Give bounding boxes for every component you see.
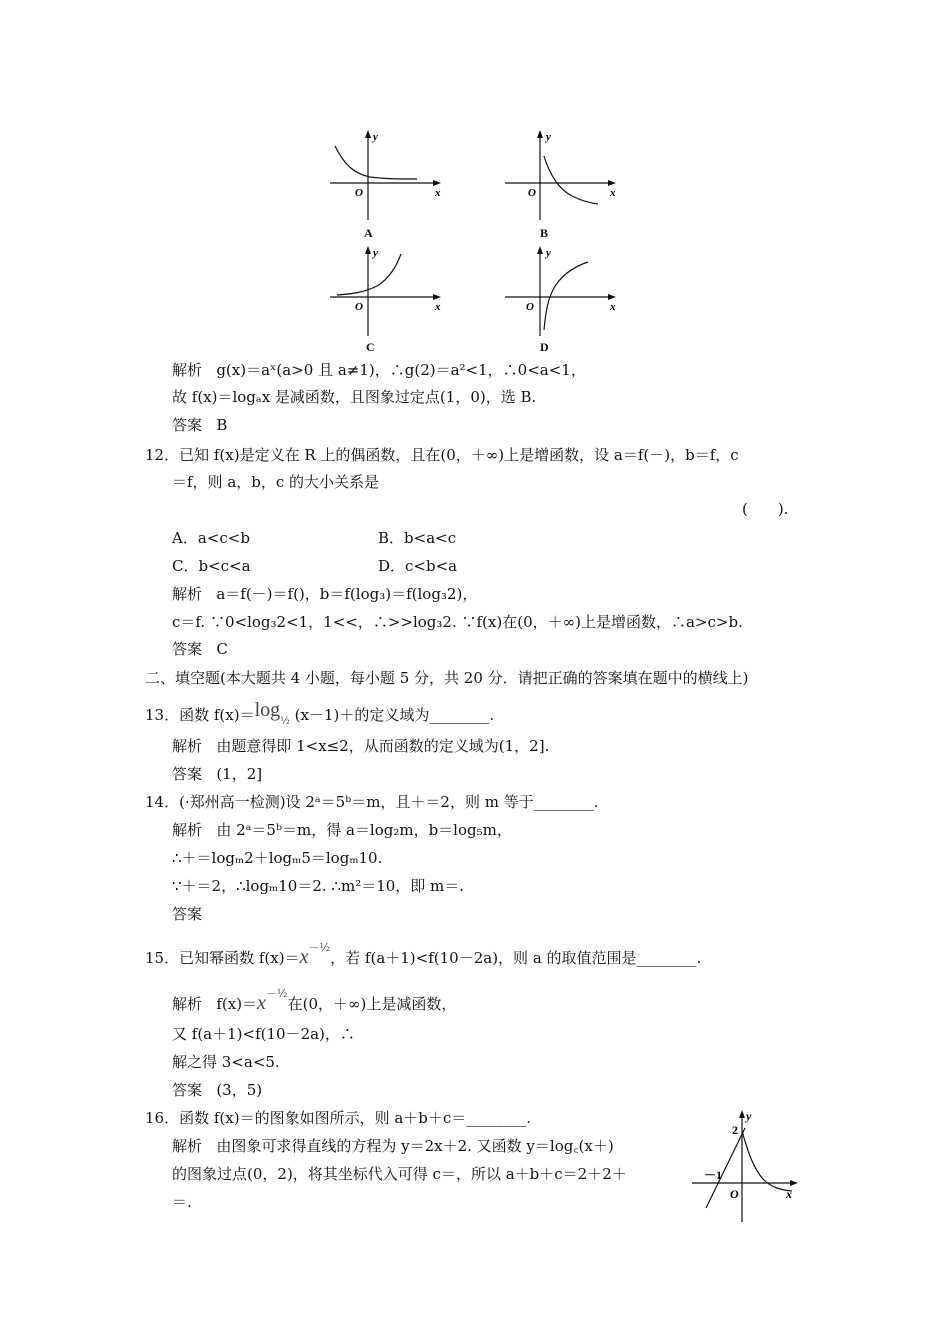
graph-a-y-label: y <box>373 131 378 143</box>
q12-option-a: A．a<c<b <box>172 529 250 547</box>
graph-b-y-label: y <box>546 131 551 143</box>
q11-answer-value: B <box>216 416 228 434</box>
q13-answer <box>172 764 262 784</box>
q15-answer-label: 答案 <box>172 1081 203 1099</box>
q14-answer-label: 答案 <box>172 905 203 923</box>
graph-a-label: A <box>364 226 373 240</box>
q16-graph-neg-one: －1 <box>704 1168 723 1182</box>
q15-stem <box>145 941 702 970</box>
q15-prefix: 15．已知幂函数 f(x)＝ <box>145 949 300 967</box>
q12-option-b: B．b<a<c <box>378 529 457 547</box>
q13-analysis-label: 解析 <box>172 737 203 755</box>
q16-graph <box>690 1104 805 1224</box>
q15-power-exp: －½ <box>308 941 331 954</box>
graph-a-x-label: x <box>435 187 441 199</box>
q12-option-d: D．c<b<a <box>378 557 458 575</box>
q16-analysis-line1 <box>172 1136 614 1156</box>
q15-analysis-power-exp: －½ <box>265 987 288 1000</box>
graph-d-x-label: x <box>610 301 616 313</box>
graph-b-label: B <box>540 226 549 240</box>
q15-analysis-suffix: 在(0，＋∞)上是减函数， <box>287 995 457 1013</box>
q14-analysis-line3: ∵＋＝2，∴logₘ10＝2. ∴m²＝10，即 m＝. <box>172 877 465 895</box>
q12-answer-label: 答案 <box>172 640 203 658</box>
q12-paren: ( ). <box>742 500 789 518</box>
graph-c-origin: O <box>355 301 363 313</box>
q13-answer-label: 答案 <box>172 765 203 783</box>
q15-analysis-power-base: x <box>257 992 266 1014</box>
q15-analysis-line3: 解之得 3<a<5. <box>172 1053 280 1071</box>
graph-c <box>325 244 445 339</box>
q12-analysis-text1: a＝f(－)＝f()，b＝f(log₃)＝f(log₃2)， <box>216 585 478 603</box>
q13-log: log <box>254 699 281 721</box>
graph-d-label: D <box>540 340 549 354</box>
q15-analysis-line2: 又 f(a＋1)<f(10－2a)，∴ <box>172 1025 355 1043</box>
q16-stem: 16．函数 f(x)＝的图象如图所示，则 a＋b＋c＝________. <box>145 1109 532 1127</box>
q14-analysis-line2: ∴＋＝logₘ2＋logₘ5＝logₘ10. <box>172 849 383 867</box>
graph-b-origin: O <box>528 187 536 199</box>
q16-graph-origin: O <box>730 1187 739 1201</box>
q12-stem-line1: 12．已知 f(x)是定义在 R 上的偶函数，且在(0，＋∞)上是增函数，设 a＝f(－)，b＝f，c <box>145 446 739 464</box>
q13-suffix: (x－1)＋的定义域为________. <box>294 706 495 724</box>
graph-c-y-label: y <box>373 247 378 259</box>
q13-analysis <box>172 736 549 756</box>
q13-stem <box>145 699 495 728</box>
section2-title: 二、填空题(本大题共 4 小题，每小题 5 分，共 20 分．请把正确的答案填在题中的横线上) <box>145 669 749 687</box>
graph-d-y-label: y <box>546 247 551 259</box>
q11-answer-label: 答案 <box>172 416 203 434</box>
q11-answer <box>172 415 227 435</box>
graph-c-label: C <box>366 340 375 354</box>
graph-b <box>500 128 620 223</box>
q15-analysis-label: 解析 <box>172 995 203 1013</box>
q13-prefix: 13．函数 f(x)＝ <box>145 706 255 724</box>
graph-c-x-label: x <box>435 301 441 313</box>
q12-answer-value: C <box>216 640 228 658</box>
q16-analysis-text1: 由图象可求得直线的方程为 y＝2x＋2. 又函数 y＝log꜀(x＋) <box>216 1137 614 1155</box>
q12-answer <box>172 639 228 659</box>
q16-graph-y: y <box>746 1109 752 1123</box>
graph-d-origin: O <box>526 301 534 313</box>
q12-analysis-label: 解析 <box>172 585 203 603</box>
q13-log-base: ½ <box>280 716 290 727</box>
q15-analysis-line1 <box>172 987 457 1016</box>
q15-answer <box>172 1080 262 1100</box>
q14-analysis-line1 <box>172 820 512 840</box>
q15-answer-value: (3，5) <box>216 1081 263 1099</box>
q15-power-base: x <box>299 946 309 968</box>
q16-graph-x: x <box>786 1187 792 1201</box>
q12-option-c: C．b<c<a <box>172 557 251 575</box>
q16-analysis-label: 解析 <box>172 1137 203 1155</box>
q12-analysis-line2: c＝f. ∵0<log₃2<1，1<<，∴>>log₃2. ∵f(x)在(0，＋∞)上是增函数，∴a>c>b. <box>172 613 743 631</box>
graph-d <box>500 244 620 339</box>
q11-analysis-line1 <box>172 360 586 380</box>
q14-analysis-label: 解析 <box>172 821 203 839</box>
q12-analysis-line1 <box>172 584 477 604</box>
q12-stem-line2: ＝f，则 a，b，c 的大小关系是 <box>172 473 380 491</box>
q16-analysis-line2: 的图象过点(0，2)，将其坐标代入可得 c＝，所以 a＋b＋c＝2＋2＋ <box>172 1165 627 1183</box>
q15-suffix: ，若 f(a＋1)<f(10－2a)，则 a 的取值范围是________. <box>330 949 702 967</box>
q14-stem: 14．(·郑州高一检测)设 2ᵃ＝5ᵇ＝m，且＋＝2，则 m 等于________. <box>145 793 599 811</box>
q13-analysis-text: 由题意得即 1<x≤2，从而函数的定义域为(1，2]. <box>216 737 550 755</box>
q11-analysis-label: 解析 <box>172 361 203 379</box>
q16-analysis-line3: ＝. <box>172 1193 192 1211</box>
graph-a-origin: O <box>355 187 363 199</box>
q16-graph-two: 2 <box>732 1123 738 1137</box>
graph-a <box>325 128 445 223</box>
q15-analysis-prefix: f(x)＝ <box>216 995 258 1013</box>
q13-answer-value: (1，2] <box>216 765 263 783</box>
graph-b-x-label: x <box>610 187 616 199</box>
q14-analysis-text1: 由 2ᵃ＝5ᵇ＝m，得 a＝log₂m，b＝log₅m， <box>216 821 512 839</box>
q11-analysis-text1: g(x)＝aˣ(a>0 且 a≠1)，∴g(2)＝a²<1，∴0<a<1， <box>216 361 586 379</box>
q11-analysis-line2: 故 f(x)＝logₐx 是减函数，且图象过定点(1，0)，选 B. <box>172 388 537 406</box>
